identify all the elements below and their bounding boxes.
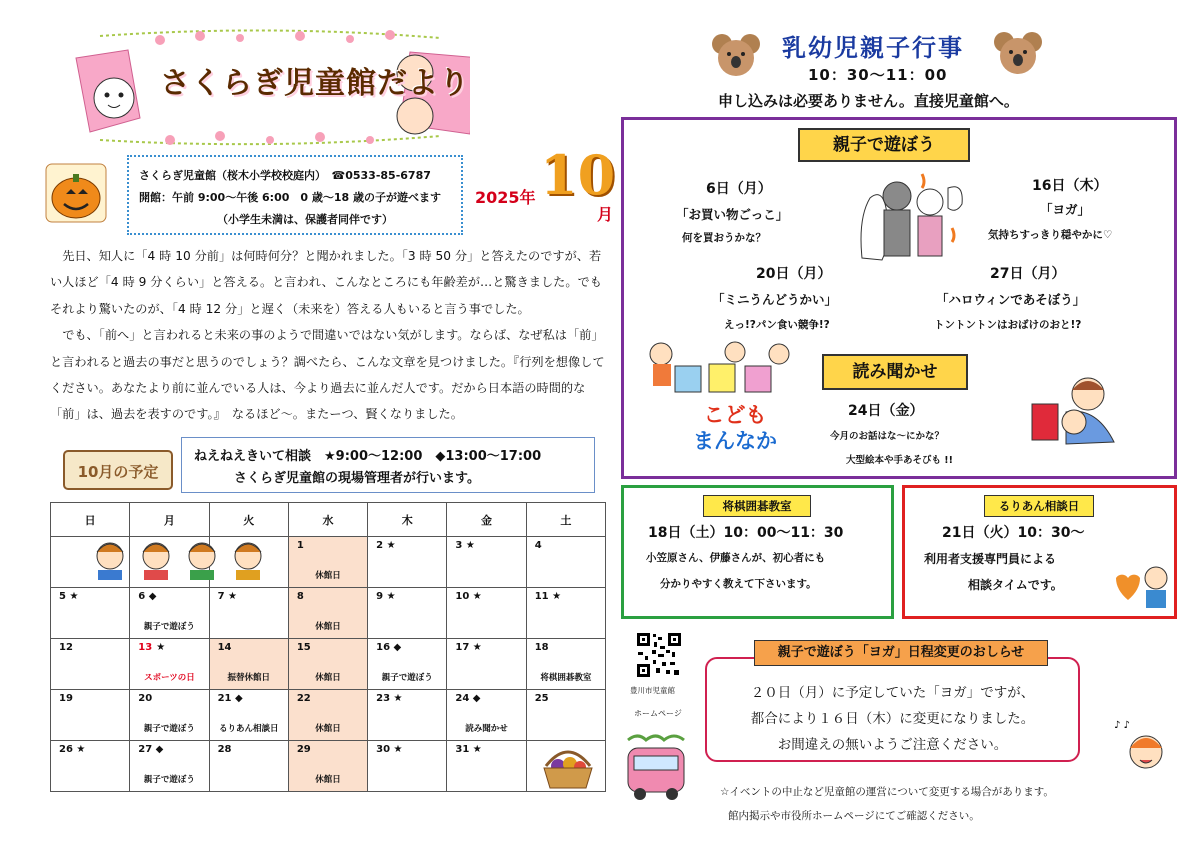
calendar-day-cell [288,690,367,741]
calendar-weekday-header: 火 [209,503,288,537]
kids-blocks-illustration [645,340,790,395]
calendar-day-number: 6 ◆ [138,591,157,602]
calendar-day-number: 9 ★ [376,591,396,602]
calendar-day-number: 18 [534,642,549,653]
reading-date: 24日（金） [848,403,924,419]
calendar-week-row [51,741,606,792]
calendar-day-mark: ★ [156,642,166,653]
calendar-day-cell [209,588,288,639]
qr-caption: ホームページ [634,709,682,718]
pumpkin-icon [38,158,114,228]
calendar-day-cell [130,690,209,741]
calendar-day-number: 28 [217,744,232,755]
calendar-day-cell [526,690,605,741]
calendar-weekday-header: 木 [368,503,447,537]
calendar-day-event: 親子で遊ぼう [381,673,433,683]
shogi-desc: 分かりやすく教えて下さいます。 [660,578,817,590]
calendar-day-event: 休館日 [315,571,341,581]
event-name: 「ヨガ」 [1040,202,1091,217]
koala-icon [708,28,764,84]
kodomo-mannaka-logo [692,402,778,454]
calendar-day-number: 30 ★ [376,744,403,755]
event-date: 20日（月） [756,266,832,282]
calendar-day-number: 24 ◆ [455,693,481,704]
reading-desc: 大型絵本や手あそびも !! [846,455,953,466]
calendar-day-cell [51,639,130,690]
oyako-title: 乳幼児親子行事 [782,34,964,62]
calendar-day-event: 親子で遊ぼう [143,775,195,785]
calendar-day-number: 2 ★ [376,540,396,551]
calendar-day-cell [209,741,288,792]
calendar-day-cell [209,639,288,690]
event-date: 27日（月） [990,266,1066,282]
opening-hours: 開館：午前 9:00～午後 6:00 0 歳～18 歳の子が遊べます [139,191,441,204]
calendar-day-number: 29 [296,744,311,755]
qr-code-icon[interactable] [636,632,682,678]
calendar-day-cell [368,588,447,639]
calendar-day-event: 休館日 [315,622,341,632]
oyako-section-label: 親子で遊ぼう [798,128,970,162]
svg-text:♪ ♪: ♪ ♪ [1114,720,1130,731]
calendar-day-number: 15 [296,642,311,653]
calendar-day-event: 親子で遊ぼう [143,724,195,734]
consult-hours: ねえねえきいて相談 ★9:00～12:00 ◆13:00～17:00 [194,449,542,464]
calendar-day-number: 16 ◆ [376,642,402,653]
calendar-day-number: 22 [296,693,311,704]
event-name: 「ハロウィンであそぼう」 [936,292,1086,307]
event-desc: 何を買おうかな？ [682,232,766,244]
event-desc: トントントンはおばけのおと!? [934,319,1082,331]
calendar-day-number: 26 ★ [59,744,86,755]
essay [50,243,610,428]
guardian-note: （小学生未満は、保護者同伴です） [217,213,393,226]
notice-line: お間違えの無いようご注意ください。 [777,737,1008,753]
calendar-day-event: 将棋囲碁教室 [540,673,592,683]
calendar-day-cell [51,741,130,792]
calendar-day-cell [51,690,130,741]
calendar-day-cell [130,588,209,639]
calendar-weekday-header: 土 [526,503,605,537]
calendar-day-number: 20 [138,693,153,704]
calendar-day-number: 8 [296,591,304,602]
calendar-weekday-header: 月 [130,503,209,537]
calendar-day-cell [368,639,447,690]
calendar-day-cell [368,741,447,792]
fruit-basket-icon [540,744,596,790]
kodomo-logo-line2: まんなか [693,429,777,453]
qr-caption: 豊川市児童館 [630,686,675,695]
calendar-day-cell [130,741,209,792]
calendar-day-event: 休館日 [315,724,341,734]
calendar-day-event: るりあん相談日 [218,724,279,734]
calendar-day-event: 親子で遊ぼう [143,622,195,632]
consult-note: さくらぎ児童館の現場管理者が行います。 [234,471,480,486]
calendar-day-number: 11 ★ [534,591,562,602]
calendar-day-cell [288,588,367,639]
calendar-day-cell [368,537,447,588]
calendar-weekday-header: 金 [447,503,526,537]
koala-icon [990,26,1046,82]
shogi-label: 将棋囲碁教室 [703,495,811,517]
calendar-day-number: 17 ★ [455,642,482,653]
notice-line: 都合により１６日（木）に変更になりました。 [750,711,1035,727]
calendar-weekday-header: 水 [288,503,367,537]
notice-line: ２０日（月）に予定していた「ヨガ」ですが、 [750,685,1035,701]
cheering-child-illustration [1112,716,1174,782]
footer-note: 館内掲示や市役所ホームページにてご確認ください。 [728,810,980,822]
consult-box [181,437,595,493]
event-name: 「お買い物ごっこ」 [676,207,789,222]
essay-paragraph-2: でも、「前へ」と言われると未来の事のようで間違いではない気がします。ならば、なぜ私は「前」と言われると過去の事だと思うのでしょう？調べたら、こんな文章を見つけました。『行列を想像してください。あなたより前に並んでいる人は、今より過去に並んだ人です。だから日本語の時間的な「前」は、過去を表すのです。』 なるほど～。またーつ、賢くなりました。 [50,328,605,422]
month-suffix: 月 [597,205,614,224]
calendar-week-row [51,690,606,741]
event-desc: えっ!?パン食い競争!? [724,319,830,331]
halloween-kids-illustration [852,168,972,268]
child-with-heart-illustration [1104,564,1172,610]
essay-paragraph-1: 先日、知人に「4 時 10 分前」は何時何分？と聞かれました。「3 時 50 分」と答えたのですが、若い人ほど「4 時 9 分くらい」と答える。と言われ、こんなところにも年齢差が…と驚きました。でもそれより驚いたのが、「4 時 12 分」と遅く（未来を）答える人もいると言う事でした。 [50,249,602,316]
calendar-day-number: 12 [59,642,73,653]
notice-label: 親子で遊ぼう「ヨガ」日程変更のおしらせ [754,640,1048,666]
calendar-day-cell [447,741,526,792]
calendar-day-cell [209,690,288,741]
calendar-week-row [51,639,606,690]
calendar-day-cell [288,537,367,588]
event-date: 16日（木） [1032,178,1108,194]
calendar-day-cell [526,588,605,639]
calendar-day-number: 5 ★ [59,591,79,602]
calendar-day-cell [368,690,447,741]
calendar-day-number: 3 ★ [455,540,475,551]
calendar-day-number: 21 ◆ [217,693,243,704]
yotei-sign [62,447,174,493]
calendar-day-cell [51,588,130,639]
shogi-desc: 小笠原さん、伊藤さんが、初心者にも [646,552,826,564]
event-desc: 気持ちすっきり穏やかに♡ [988,229,1113,241]
oyako-time: 10：30～11：00 [808,66,948,84]
calendar-day-number: 7 ★ [217,591,237,602]
calendar-day-cell [447,537,526,588]
calendar-day-number: 1 [296,540,304,551]
event-name: 「ミニうんどうかい」 [712,292,838,307]
calendar-day-cell [288,639,367,690]
calendar-day-cell [526,537,605,588]
yotei-label: 10月の予定 [77,463,159,481]
calendar-day-cell [526,639,605,690]
calendar-day-number: 19 [59,693,73,704]
shogi-date: 18日（土）10：00～11：30 [648,525,844,541]
reading-section-label: 読み聞かせ [822,354,968,390]
calendar-day-number: 14 [217,642,232,653]
ruriaan-label: るりあん相談日 [984,495,1094,517]
calendar-day-number: 10 ★ [455,591,482,602]
calendar-day-cell [288,741,367,792]
calendar-day-cell [447,690,526,741]
month-number: 10 [540,143,616,207]
oyako-note: 申し込みは必要ありません。直接児童館へ。 [718,92,1019,110]
calendar-day-cell [447,639,526,690]
calendar-day-event: 読み聞かせ [465,724,508,734]
year-label: 2025年 [475,188,536,207]
newsletter-title: さくらぎ児童館だより [160,66,470,101]
bus-illustration [622,726,690,802]
calendar-day-event: 休館日 [315,673,341,683]
kids-illustration [88,538,276,582]
calendar-week-row [51,588,606,639]
ruriaan-desc: 利用者支援専門員による [924,552,1057,566]
phone-number: ☎0533-85-6787 [331,169,431,182]
footer-note: ☆イベントの中止など児童館の運営について変更する場合があります。 [720,786,1054,798]
calendar-day-event: スポーツの日 [144,673,195,683]
facility-name: さくらぎ児童館（桜木小学校校庭内） [139,169,321,182]
notice-text [705,680,1080,758]
info-box [127,155,463,235]
ruriaan-desc: 相談タイムです。 [968,578,1063,592]
calendar-day-number: 13 [138,642,153,653]
reading-mother-child-illustration [1026,372,1118,452]
event-date: 6日（月） [706,181,772,197]
calendar-day-number: 27 ◆ [138,744,164,755]
calendar-day-cell [130,639,209,690]
calendar-day-cell [447,588,526,639]
calendar-day-number: 23 ★ [376,693,403,704]
calendar-day-number: 25 [534,693,549,704]
kodomo-logo-line1: こども [703,403,767,427]
calendar-day-number: 31 ★ [455,744,482,755]
calendar-day-event: 休館日 [315,775,341,785]
ruriaan-date: 21日（火）10：30～ [942,525,1085,541]
reading-desc: 今月のお話はな～にかな？ [830,431,945,442]
calendar-day-number: 4 [534,540,542,551]
calendar-day-event: 振替休館日 [227,673,270,683]
calendar-weekday-header: 日 [51,503,130,537]
